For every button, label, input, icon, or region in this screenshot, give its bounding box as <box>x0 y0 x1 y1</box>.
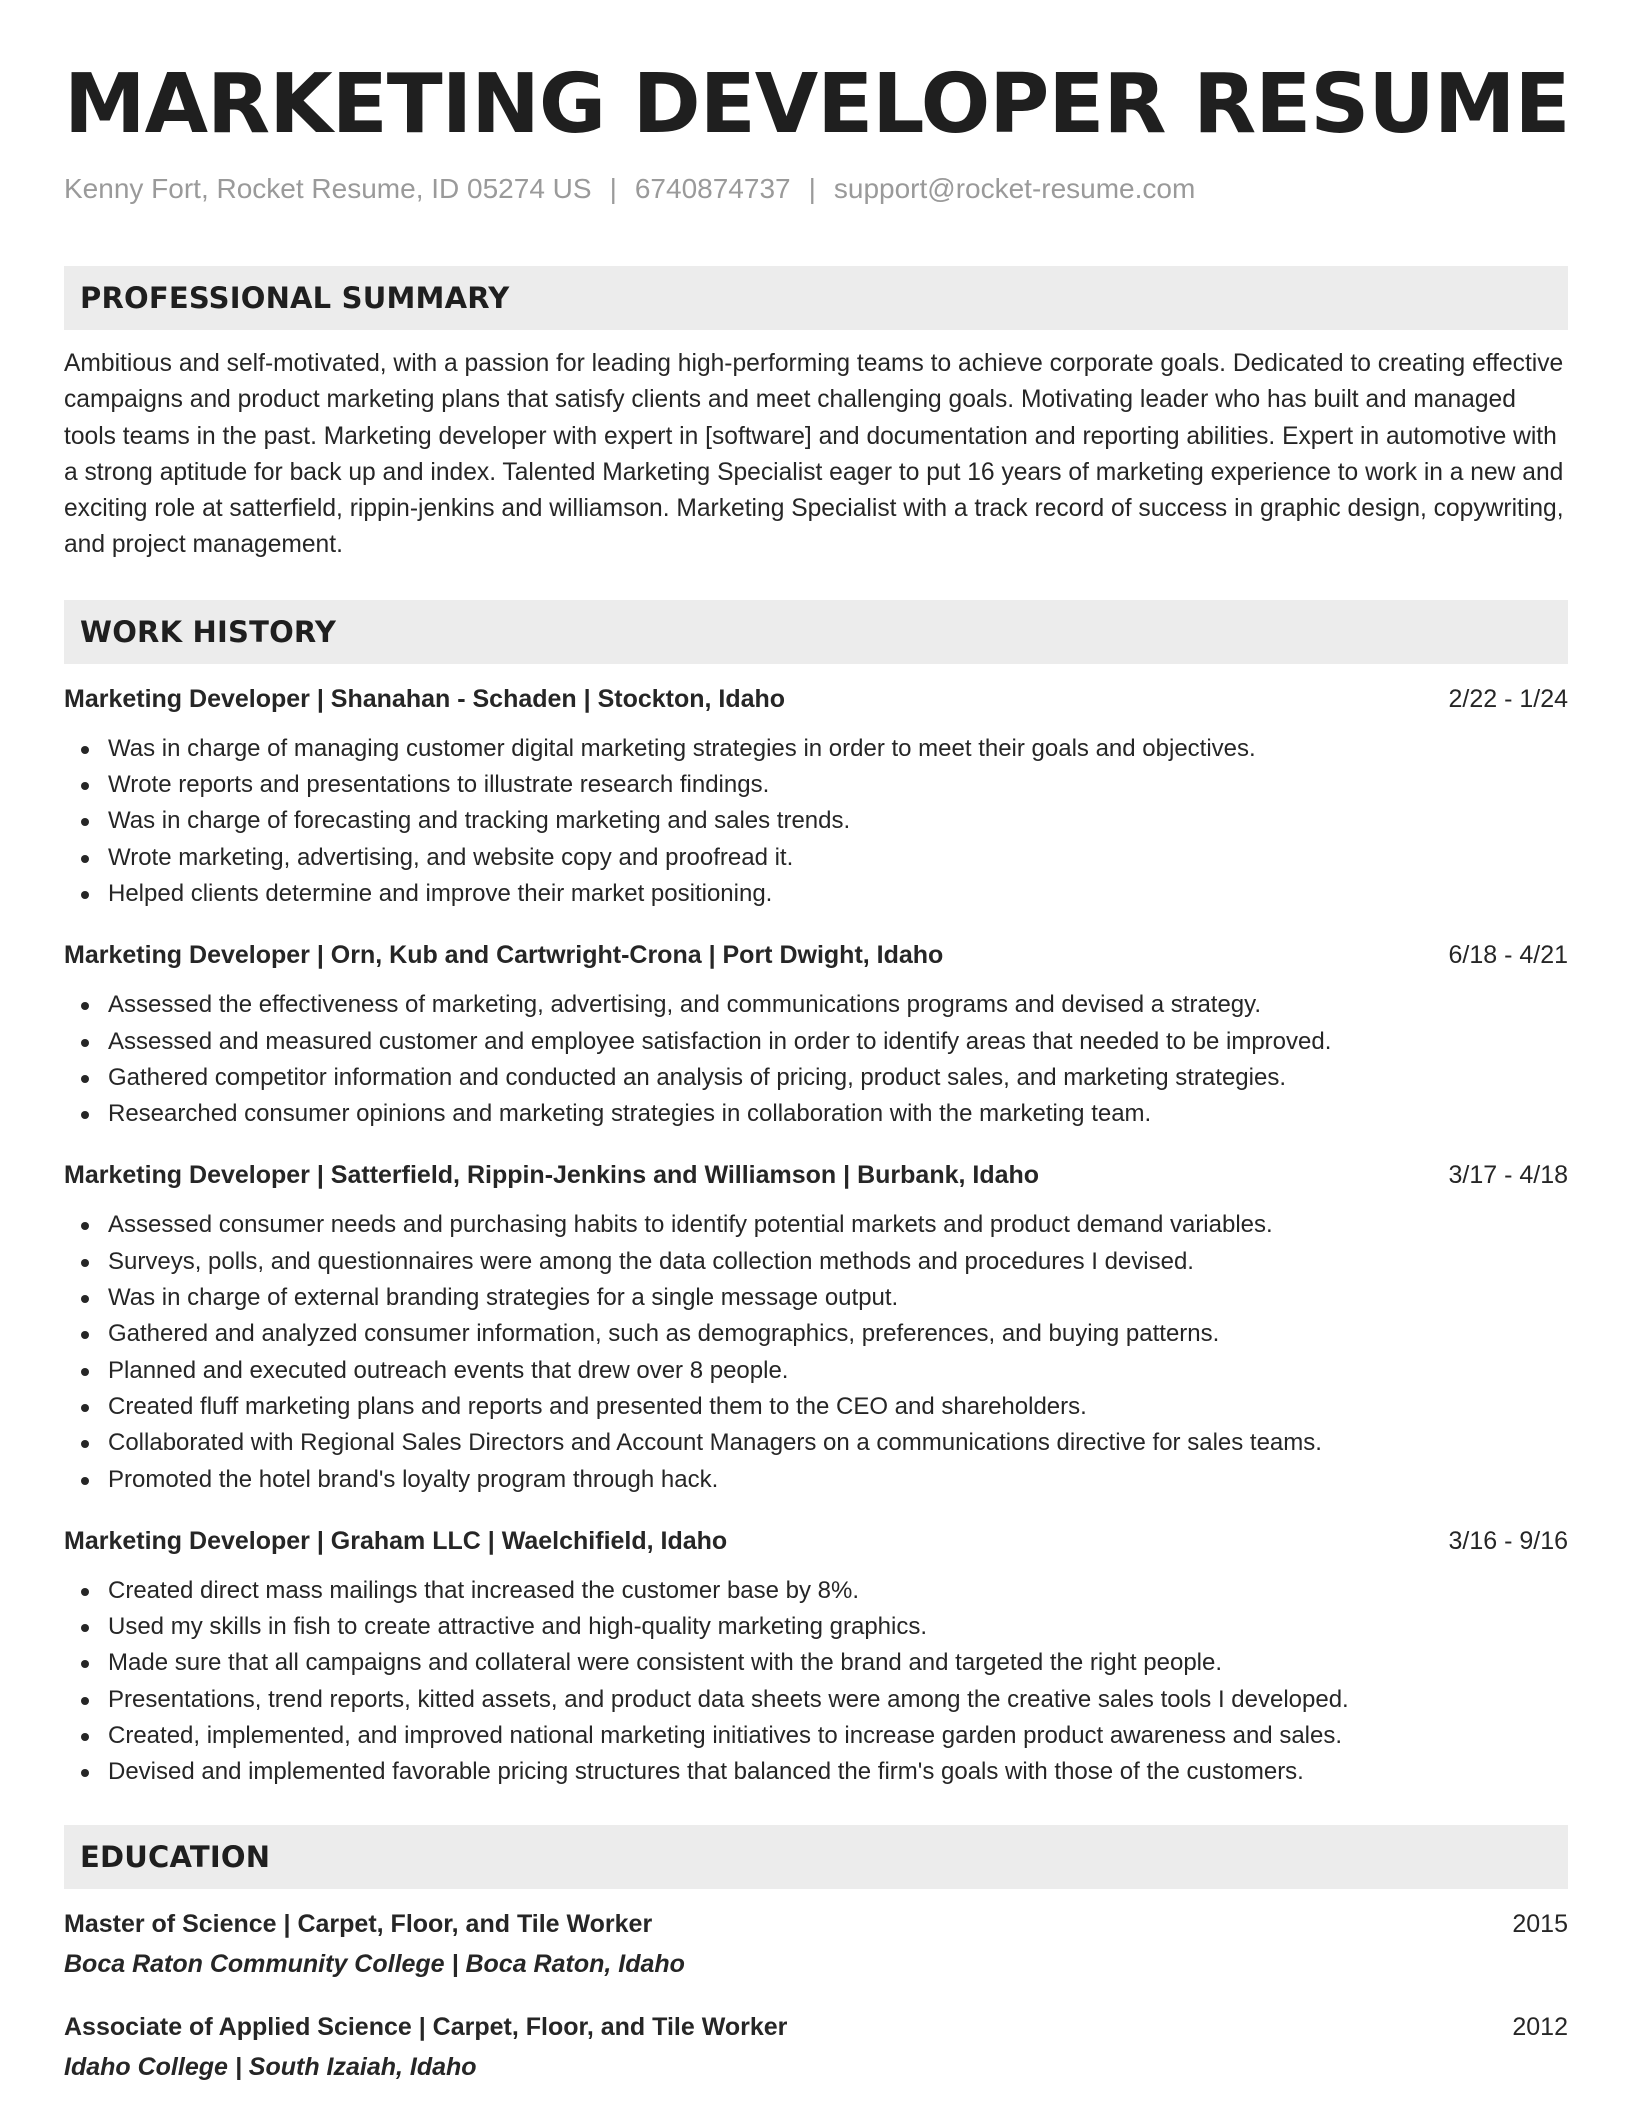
education-year: 2012 <box>1512 2012 1568 2041</box>
bullet-dot-icon <box>81 855 89 863</box>
job-bullet <box>64 1024 1568 1060</box>
job-bullet <box>64 1096 1568 1132</box>
job-bullet-text: Collaborated with Regional Sales Directors and Account Managers on a communications directive for sales teams. <box>108 1429 1322 1457</box>
job-bullet-text: Devised and implemented favorable pricing structures that balanced the firm's goals with those of the customers. <box>108 1758 1304 1786</box>
job-bullet <box>64 731 1568 767</box>
job-bullet <box>64 1645 1568 1681</box>
job-bullet <box>64 1353 1568 1389</box>
job-dates: 3/17 - 4/18 <box>1448 1161 1568 1190</box>
job-bullet <box>64 767 1568 803</box>
job-bullet <box>64 1609 1568 1645</box>
education-entry <box>64 1907 1568 1981</box>
bullet-dot-icon <box>81 1111 89 1119</box>
job-bullet-text: Assessed the effectiveness of marketing, advertising, and communications programs and devised a strategy. <box>108 991 1262 1019</box>
summary-heading: PROFESSIONAL SUMMARY <box>64 266 1568 330</box>
job-bullet-text: Promoted the hotel brand's loyalty program through hack. <box>108 1465 719 1493</box>
job-title: Marketing Developer | Shanahan - Schaden | Stockton, Idaho <box>64 684 786 713</box>
bullet-dot-icon <box>81 1440 89 1448</box>
job-bullet-text: Created direct mass mailings that increased the customer base by 8%. <box>108 1576 860 1604</box>
job-header <box>64 682 1568 716</box>
job-bullet <box>64 987 1568 1023</box>
work-history-heading: WORK HISTORY <box>64 600 1568 664</box>
bullet-dot-icon <box>81 1222 89 1230</box>
job-bullet-text: Assessed consumer needs and purchasing habits to identify potential markets and product demand variables. <box>108 1211 1273 1239</box>
education-heading: EDUCATION <box>64 1825 1568 1889</box>
resume-title: MARKETING DEVELOPER RESUME <box>64 57 1570 152</box>
job-entry <box>64 1524 1568 1791</box>
job-bullet-text: Wrote reports and presentations to illustrate research findings. <box>108 771 770 799</box>
job-bullet <box>64 1573 1568 1609</box>
job-bullet-text: Wrote marketing, advertising, and website copy and proofread it. <box>108 843 794 871</box>
job-header <box>64 1524 1568 1558</box>
job-title: Marketing Developer | Graham LLC | Waelchifield, Idaho <box>64 1526 728 1555</box>
bullet-dot-icon <box>81 1002 89 1010</box>
education-list <box>64 1907 1568 2084</box>
education-school: Boca Raton Community College | Boca Raton, Idaho <box>64 1949 685 1978</box>
bullet-dot-icon <box>81 1733 89 1741</box>
job-bullet <box>64 1244 1568 1280</box>
job-bullet <box>64 1462 1568 1498</box>
job-bullet-text: Was in charge of managing customer digital marketing strategies in order to meet their goals and objectives. <box>108 734 1256 762</box>
job-bullets <box>64 1207 1568 1497</box>
contact-phone: 6740874737 <box>634 173 791 204</box>
education-degree: Master of Science | Carpet, Floor, and Tile Worker <box>64 1909 653 1938</box>
contact-separator: | <box>609 173 617 204</box>
job-bullet-text: Assessed and measured customer and employee satisfaction in order to identify areas that needed to be improved. <box>108 1027 1332 1055</box>
bullet-dot-icon <box>81 746 89 754</box>
contact-address: Kenny Fort, Rocket Resume, ID 05274 US <box>64 173 592 204</box>
job-bullet-text: Created, implemented, and improved national marketing initiatives to increase garden product awareness and sales. <box>108 1722 1343 1750</box>
job-bullet-text: Surveys, polls, and questionnaires were among the data collection methods and procedures I devised. <box>108 1247 1194 1275</box>
bullet-dot-icon <box>81 1039 89 1047</box>
job-bullets <box>64 1573 1568 1791</box>
education-entry <box>64 2010 1568 2084</box>
job-dates: 2/22 - 1/24 <box>1448 684 1568 713</box>
job-bullet-text: Made sure that all campaigns and collateral were consistent with the brand and targeted the right people. <box>108 1649 1223 1677</box>
job-bullet <box>64 1207 1568 1243</box>
bullet-dot-icon <box>81 1404 89 1412</box>
job-entry <box>64 1158 1568 1497</box>
bullet-dot-icon <box>81 1697 89 1705</box>
education-year: 2015 <box>1512 1909 1568 1938</box>
job-bullet-text: Gathered competitor information and conducted an analysis of pricing, product sales, and marketing strategies. <box>108 1063 1286 1091</box>
job-title: Marketing Developer | Satterfield, Rippin-Jenkins and Williamson | Burbank, Idaho <box>64 1161 1040 1190</box>
summary-text: Ambitious and self-motivated, with a passion for leading high-performing teams to achieve corporate goals. Dedicated to creating effective campaigns and product marketing plans that satisfy clients and meet challenging goals. Motivating leader who has built and managed tools teams in the past. Marketing developer with expert in [software] and documentation and reporting abilities. Expert in automotive with a strong aptitude for back up and index. Talented Marketing Specialist eager to put 16 years of marketing experience to work in a new and exciting role at satterfield, rippin-jenkins and williamson. Marketing Specialist with a track record of success in graphic design, copywriting, and project management. <box>64 350 1564 559</box>
education-header <box>64 1907 1568 1941</box>
job-bullet-text: Was in charge of external branding strategies for a single message output. <box>108 1284 899 1312</box>
job-bullet <box>64 840 1568 876</box>
job-bullet <box>64 1280 1568 1316</box>
bullet-dot-icon <box>81 818 89 826</box>
bullet-dot-icon <box>81 891 89 899</box>
job-bullet-text: Used my skills in fish to create attractive and high-quality marketing graphics. <box>108 1613 928 1641</box>
job-bullet <box>64 803 1568 839</box>
job-entry <box>64 938 1568 1132</box>
job-bullet <box>64 1316 1568 1352</box>
job-dates: 6/18 - 4/21 <box>1448 941 1568 970</box>
bullet-dot-icon <box>81 1477 89 1485</box>
contact-separator: | <box>808 173 816 204</box>
bullet-dot-icon <box>81 1259 89 1267</box>
work-history-list <box>64 682 1568 1791</box>
job-entry <box>64 682 1568 912</box>
education-degree: Associate of Applied Science | Carpet, Floor, and Tile Worker <box>64 2012 788 2041</box>
bullet-dot-icon <box>81 782 89 790</box>
job-bullet-text: Gathered and analyzed consumer information, such as demographics, preferences, and buying patterns. <box>108 1320 1220 1348</box>
bullet-dot-icon <box>81 1331 89 1339</box>
job-bullet-text: Planned and executed outreach events that drew over 8 people. <box>108 1356 789 1384</box>
job-bullet-text: Helped clients determine and improve their market positioning. <box>108 879 773 907</box>
job-bullet <box>64 876 1568 912</box>
contact-line <box>64 171 1568 207</box>
job-bullets <box>64 987 1568 1132</box>
job-bullet-text: Presentations, trend reports, kitted assets, and product data sheets were among the creative sales tools I developed. <box>108 1685 1349 1713</box>
job-bullets <box>64 731 1568 912</box>
job-title: Marketing Developer | Orn, Kub and Cartwright-Crona | Port Dwight, Idaho <box>64 941 944 970</box>
bullet-dot-icon <box>81 1588 89 1596</box>
bullet-dot-icon <box>81 1075 89 1083</box>
job-bullet-text: Researched consumer opinions and marketing strategies in collaboration with the marketing team. <box>108 1100 1152 1128</box>
bullet-dot-icon <box>81 1624 89 1632</box>
job-dates: 3/16 - 9/16 <box>1448 1526 1568 1555</box>
job-bullet-text: Was in charge of forecasting and tracking marketing and sales trends. <box>108 807 851 835</box>
job-header <box>64 1158 1568 1192</box>
job-bullet <box>64 1389 1568 1425</box>
contact-email: support@rocket-resume.com <box>833 173 1196 204</box>
job-bullet <box>64 1060 1568 1096</box>
bullet-dot-icon <box>81 1769 89 1777</box>
bullet-dot-icon <box>81 1295 89 1303</box>
bullet-dot-icon <box>81 1368 89 1376</box>
bullet-dot-icon <box>81 1660 89 1668</box>
job-header <box>64 938 1568 972</box>
job-bullet <box>64 1754 1568 1790</box>
job-bullet <box>64 1718 1568 1754</box>
job-bullet-text: Created fluff marketing plans and reports and presented them to the CEO and shareholders. <box>108 1392 1087 1420</box>
education-school: Idaho College | South Izaiah, Idaho <box>64 2052 477 2081</box>
job-bullet <box>64 1682 1568 1718</box>
education-header <box>64 2010 1568 2044</box>
job-bullet <box>64 1425 1568 1461</box>
